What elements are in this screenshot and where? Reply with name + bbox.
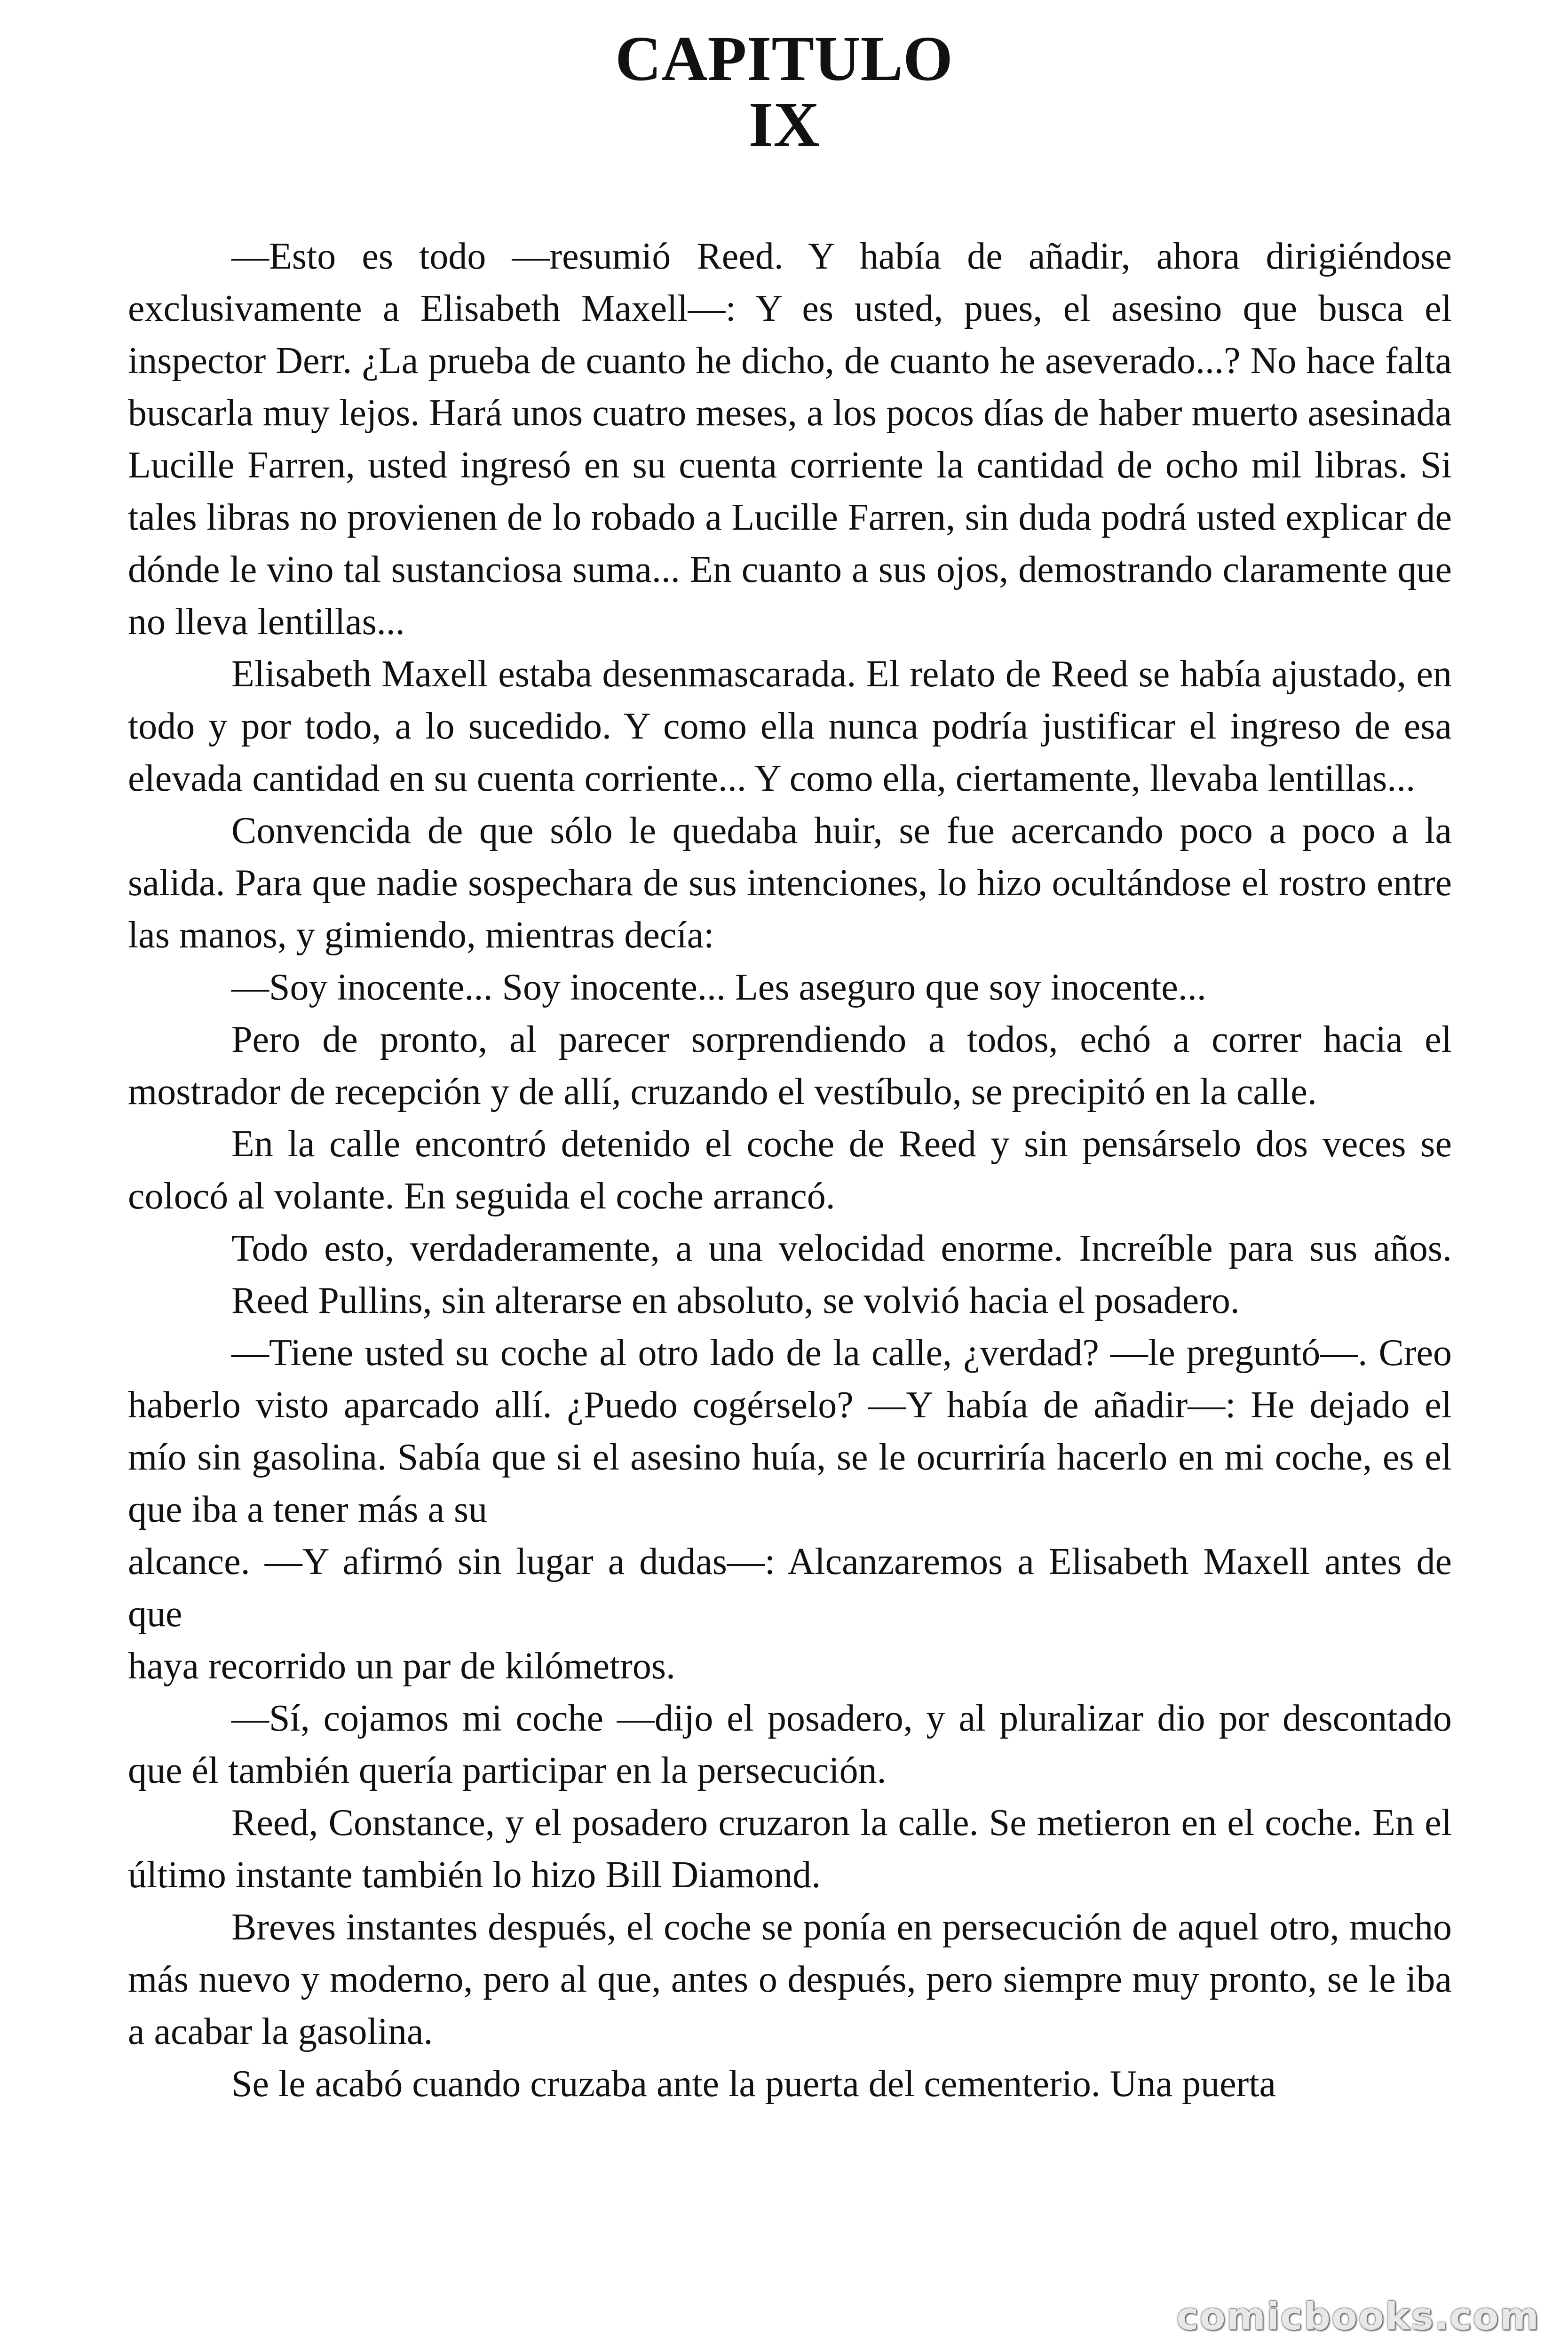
paragraph: En la calle encontró detenido el coche de Reed y sin pensárselo dos veces se colocó al volante. En seguida el coche arrancó. xyxy=(128,1123,1452,1217)
paragraph: Se le acabó cuando cruzaba ante la puerta del cementerio. Una puerta xyxy=(231,2063,1276,2105)
chapter-title-line1: CAPITULO xyxy=(615,24,953,94)
paragraph: Todo esto, verdaderamente, a una velocidad enorme. Increíble para sus años. Reed Pullins, sin alterarse en absoluto, se volvió hacia el posadero. xyxy=(231,1228,1452,1321)
body-text xyxy=(128,230,1452,2110)
paragraph: Pero de pronto, al parecer sorprendiendo a todos, echó a correr hacia el mostrador de recepción y de allí, cruzando el vestíbulo, se precipitó en la calle. xyxy=(128,1019,1452,1112)
paragraph: —Sí, cojamos mi coche —dijo el posadero, y al pluralizar dio por descontado que él también quería participar en la persecución. xyxy=(128,1698,1452,1791)
chapter-title-line2: IX xyxy=(748,89,820,160)
paragraph: Convencida de que sólo le quedaba huir, se fue acercando poco a poco a la salida. Para que nadie sospechara de sus intenciones, lo hizo ocultándose el rostro entre las manos, y gimiendo, mientras decía: xyxy=(128,810,1452,956)
watermark: comicbooks.com xyxy=(1176,2295,1540,2338)
paragraph: Reed, Constance, y el posadero cruzaron la calle. Se metieron en el coche. En el último instante también lo hizo Bill Diamond. xyxy=(128,1802,1452,1896)
paragraph: Breves instantes después, el coche se ponía en persecución de aquel otro, mucho más nuevo y moderno, pero al que, antes o después, pero siempre muy pronto, se le iba a acabar la gasolina. xyxy=(128,1907,1452,2052)
paragraph: alcance. —Y afirmó sin lugar a dudas—: Alcanzaremos a Elisabeth Maxell antes de que xyxy=(128,1541,1452,1635)
chapter-title xyxy=(0,26,1568,158)
paragraph: —Tiene usted su coche al otro lado de la calle, ¿verdad? —le preguntó—. Creo haberlo visto aparcado allí. ¿Puedo cogérselo? —Y había de añadir—: He dejado el mío sin gasolina. Sabía que si el asesino huía, se le ocurriría hacerlo en mi coche, es el que iba a tener más a su xyxy=(128,1332,1452,1530)
paragraph: Elisabeth Maxell estaba desenmascarada. El relato de Reed se había ajustado, en todo y por todo, a lo sucedido. Y como ella nunca podría justificar el ingreso de esa elevada cantidad en su cuenta corriente... Y como ella, ciertamente, llevaba lentillas... xyxy=(128,653,1452,799)
paragraph: —Soy inocente... Soy inocente... Les aseguro que soy inocente... xyxy=(231,967,1206,1008)
paragraph: haya recorrido un par de kilómetros. xyxy=(128,1645,676,1687)
paragraph: —Esto es todo —resumió Reed. Y había de añadir, ahora dirigiéndose exclusivamente a Elisabeth Maxell—: Y es usted, pues, el asesino que busca el inspector Derr. ¿La prueba de cuanto he dicho, de cuanto he aseverado...? No hace falta buscarla muy lejos. Hará unos cuatro meses, a los pocos días de haber muerto asesinada Lucille Farren, usted ingresó en su cuenta corriente la cantidad de ocho mil libras. Si tales libras no provienen de lo robado a Lucille Farren, sin duda podrá usted explicar de dónde le vino tal sustanciosa suma... En cuanto a sus ojos, demostrando claramente que no lleva lentillas... xyxy=(128,236,1452,643)
